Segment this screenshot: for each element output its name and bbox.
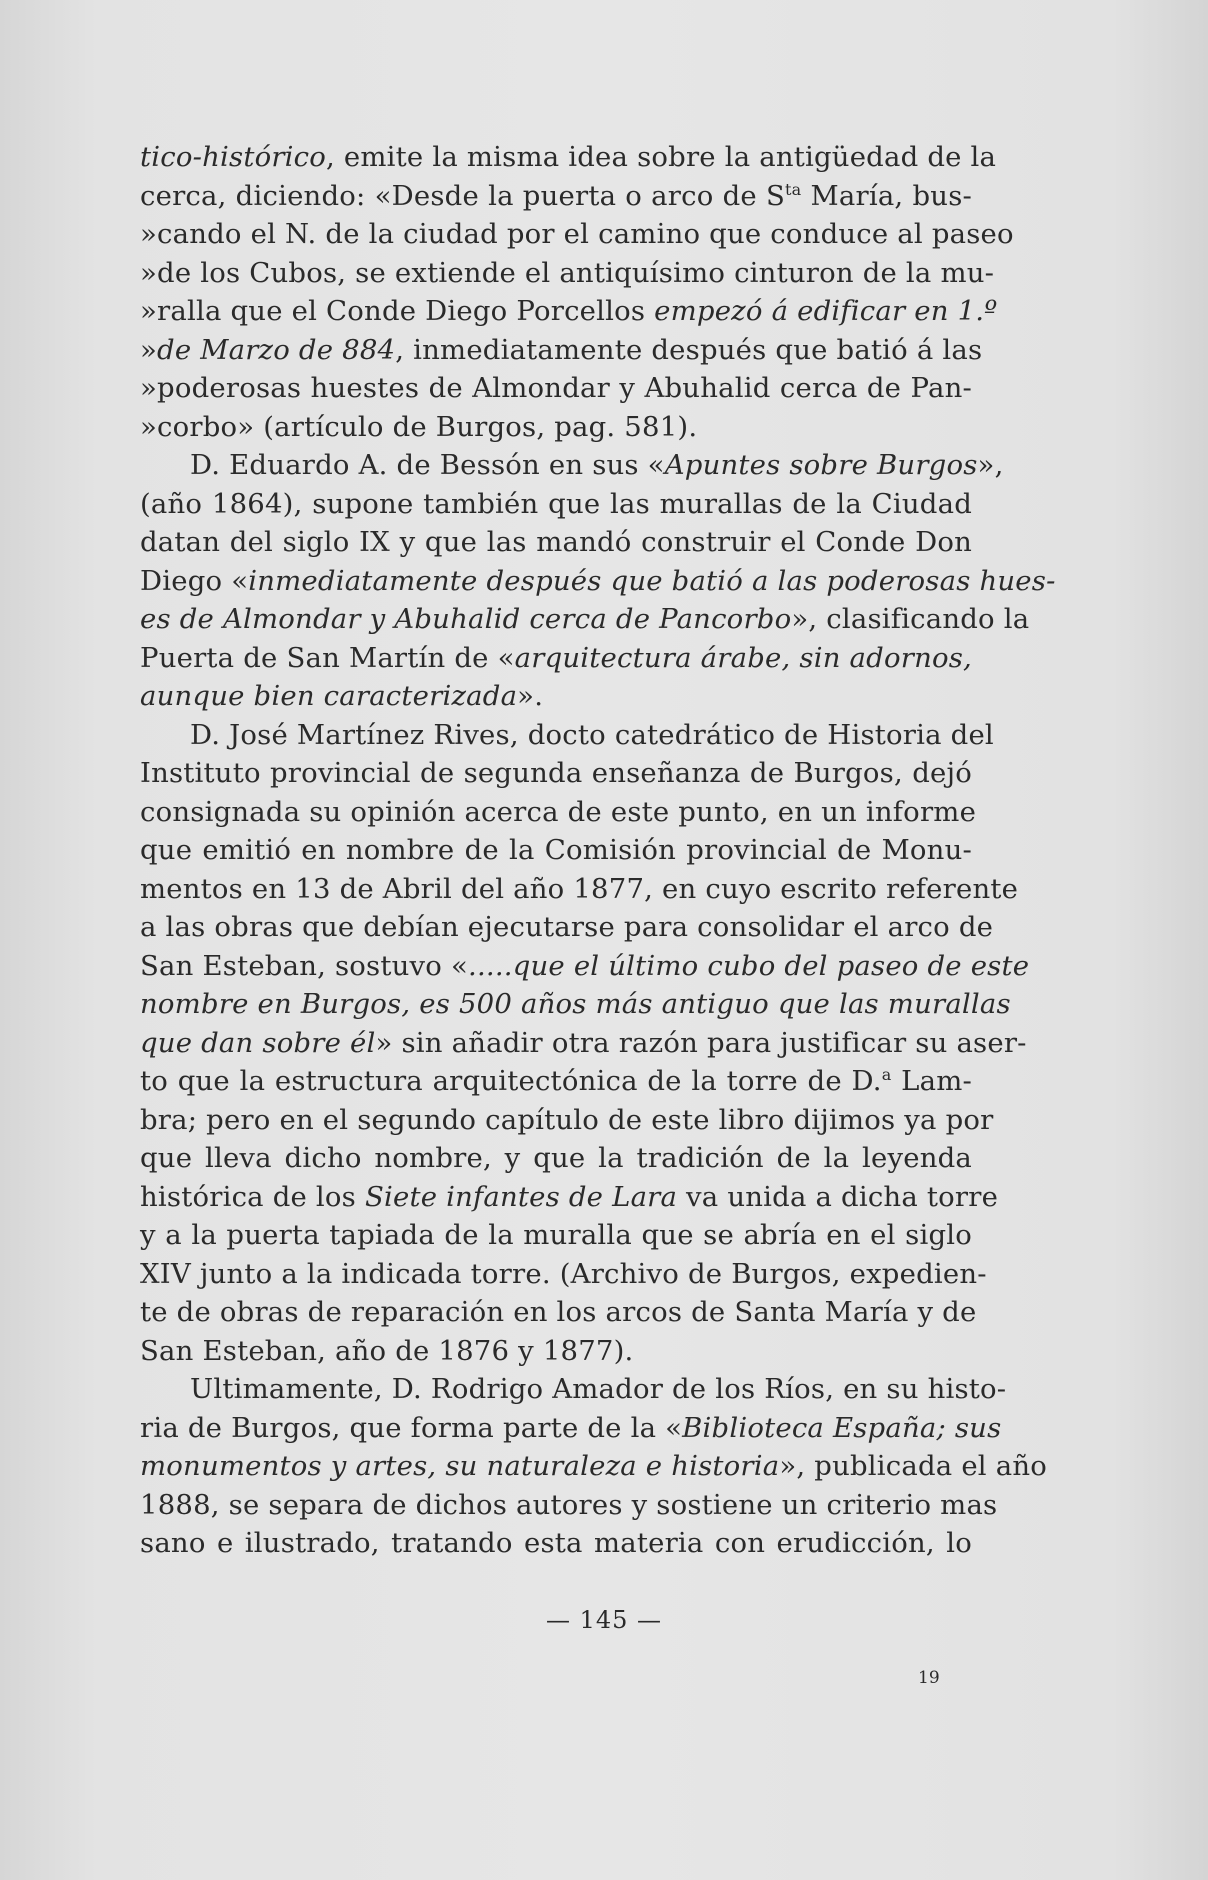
text-span: mentos en 13 de Abril del año 1877, en cuyo escrito referente bbox=[140, 872, 1019, 905]
text-span: bra; pero en el segundo capítulo de este libro dijimos ya por bbox=[140, 1103, 994, 1136]
text-span: Diego « bbox=[140, 564, 249, 597]
text-span: »poderosas huestes de Almondar y Abuhalid cerca de Pan- bbox=[140, 372, 972, 404]
text-line bbox=[140, 1024, 1027, 1063]
text-span: 1888, se separa de dichos autores y sostiene un criterio mas bbox=[140, 1488, 998, 1521]
superscript: a bbox=[881, 1065, 892, 1084]
italic-text: nombre en Burgos, es 500 años más antiguo que las murallas bbox=[140, 988, 1011, 1020]
text-span: y a la puerta tapiada de la muralla que se abría en el siglo bbox=[140, 1219, 972, 1251]
text-span: to que la estructura arquitectónica de la torre de D. bbox=[140, 1065, 882, 1097]
text-span: cerca, diciendo: «Desde la puerta o arco de S bbox=[140, 179, 786, 212]
italic-text: tico-histórico bbox=[140, 141, 327, 173]
text-span: María, bus- bbox=[801, 179, 972, 212]
text-span: , inmediatamente después que batió á las bbox=[395, 333, 983, 366]
body-text bbox=[140, 138, 1056, 1563]
text-span: Lam- bbox=[891, 1065, 972, 1097]
italic-text: .....que el último cubo del paseo de este bbox=[468, 949, 1030, 982]
text-span: » bbox=[140, 333, 158, 366]
text-line bbox=[140, 793, 977, 832]
italic-text: Biblioteca España; sus bbox=[682, 1411, 1002, 1444]
text-line bbox=[140, 408, 972, 447]
text-span: que lleva dicho nombre, y que la tradición de la leyenda bbox=[140, 1142, 972, 1174]
text-line bbox=[140, 1486, 998, 1525]
text-line bbox=[140, 1255, 987, 1294]
text-span: Puerta de San Martín de « bbox=[140, 641, 515, 674]
text-line bbox=[140, 138, 997, 177]
text-span: D. José Martínez Rives, docto catedrático de Historia del bbox=[190, 718, 994, 751]
text-span: , emite la misma idea sobre la antigüedad de la bbox=[326, 141, 997, 173]
text-span: va unida a dicha torre bbox=[677, 1180, 999, 1213]
italic-text: Apuntes sobre Burgos bbox=[664, 449, 978, 481]
text-line bbox=[140, 446, 1004, 485]
text-span: D. Eduardo A. de Bessón en sus « bbox=[190, 449, 665, 481]
text-line bbox=[140, 600, 1030, 639]
text-span: », clasificando la bbox=[791, 603, 1030, 635]
text-line bbox=[140, 1062, 972, 1101]
text-span: ». bbox=[517, 680, 544, 712]
text-span: (año 1864), supone también que las murallas de la Ciudad bbox=[140, 487, 972, 520]
text-span: te de obras de reparación en los arcos de Santa María y de bbox=[140, 1296, 977, 1328]
text-span: histórica de los bbox=[140, 1180, 365, 1213]
superscript: ta bbox=[785, 179, 802, 199]
italic-text: es de Almondar y Abuhalid cerca de Pancorbo bbox=[140, 603, 792, 635]
italic-text: de Marzo de 884 bbox=[157, 333, 396, 366]
text-span: » sin añadir otra razón para justificar su aser- bbox=[375, 1026, 1027, 1059]
text-line bbox=[140, 485, 972, 524]
text-span: ria de Burgos, que forma parte de la « bbox=[140, 1411, 683, 1444]
italic-text: que dan sobre él bbox=[140, 1026, 376, 1059]
text-line bbox=[140, 1293, 977, 1332]
text-span: San Esteban, año de 1876 y 1877). bbox=[140, 1334, 634, 1367]
text-line bbox=[140, 947, 1030, 986]
text-span: San Esteban, sostuvo « bbox=[140, 949, 468, 982]
text-line bbox=[140, 1216, 972, 1255]
text-span: », publicada el año bbox=[779, 1450, 1048, 1482]
italic-text: aunque bien caracterizada bbox=[140, 680, 518, 712]
text-span: XIV junto a la indicada torre. (Archivo de Burgos, expedien- bbox=[140, 1257, 987, 1290]
text-span: »corbo» (artículo de Burgos, pag. 581). bbox=[140, 410, 698, 443]
page-number: — 145 — bbox=[545, 1606, 663, 1634]
text-span: »ralla que el Conde Diego Porcellos bbox=[140, 295, 655, 327]
text-line bbox=[140, 1409, 1002, 1448]
text-line bbox=[140, 639, 972, 678]
text-line bbox=[140, 908, 994, 947]
text-line bbox=[140, 1139, 972, 1178]
text-line bbox=[140, 523, 972, 562]
text-line bbox=[140, 1178, 999, 1217]
text-line bbox=[140, 754, 972, 793]
text-span: sano e ilustrado, tratando esta materia con erudicción, lo bbox=[140, 1527, 972, 1559]
text-line bbox=[140, 254, 995, 293]
italic-text: empezó á edificar en 1.º bbox=[654, 295, 998, 327]
text-span: »de los Cubos, se extiende el antiquísimo cinturon de la mu- bbox=[140, 256, 995, 289]
italic-text: monumentos y artes, su naturaleza e historia bbox=[140, 1450, 780, 1482]
text-line bbox=[140, 1370, 1007, 1409]
text-line bbox=[140, 985, 1011, 1024]
text-span: Instituto provincial de segunda enseñanza de Burgos, dejó bbox=[140, 757, 972, 789]
text-line bbox=[140, 1524, 972, 1563]
italic-text: arquitectura árabe, sin adornos, bbox=[514, 641, 972, 674]
text-span: Ultimamente, D. Rodrigo Amador de los Ríos, en su histo- bbox=[190, 1373, 1007, 1405]
text-line bbox=[140, 562, 1056, 601]
text-span: a las obras que debían ejecutarse para consolidar el arco de bbox=[140, 911, 994, 943]
text-line bbox=[140, 177, 972, 216]
text-line bbox=[140, 831, 972, 870]
text-line bbox=[140, 716, 994, 755]
italic-text: inmediatamente después que batió a las poderosas hues- bbox=[248, 564, 1056, 597]
text-line bbox=[140, 292, 998, 331]
text-span: que emitió en nombre de la Comisión provincial de Monu- bbox=[140, 834, 972, 866]
text-line bbox=[140, 1447, 1048, 1486]
text-span: datan del siglo IX y que las mandó construir el Conde Don bbox=[140, 526, 972, 558]
text-line bbox=[140, 677, 972, 716]
text-line bbox=[140, 870, 1019, 909]
text-span: consignada su opinión acerca de este punto, en un informe bbox=[140, 795, 977, 828]
text-span: », bbox=[977, 449, 1004, 481]
text-line bbox=[140, 215, 1014, 254]
text-line bbox=[140, 369, 972, 408]
text-line bbox=[140, 1332, 972, 1371]
text-line bbox=[140, 331, 983, 370]
text-line bbox=[140, 1101, 994, 1140]
text-span: »cando el N. de la ciudad por el camino que conduce al paseo bbox=[140, 218, 1014, 250]
italic-text: Siete infantes de Lara bbox=[364, 1180, 678, 1213]
signature-mark: 19 bbox=[918, 1668, 940, 1688]
